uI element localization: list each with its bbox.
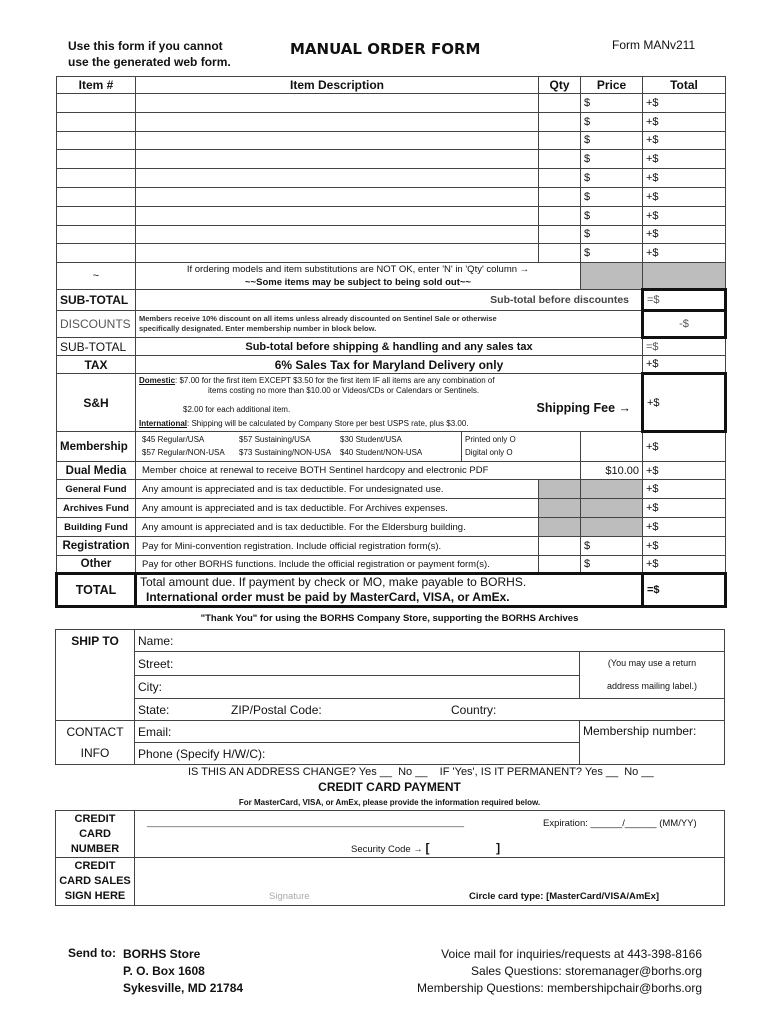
line-item-row <box>57 131 726 150</box>
cc-number-label-2: CARD <box>79 827 111 840</box>
line-item-description[interactable] <box>136 169 539 188</box>
col-price: Price <box>581 77 643 94</box>
archives-fund-qty <box>539 499 581 518</box>
ship-name-row <box>56 630 725 652</box>
grand-total[interactable]: =$ <box>643 574 726 607</box>
line-item-number[interactable] <box>57 94 136 113</box>
line-item-description[interactable] <box>136 131 539 150</box>
sh-line2: items costing no more than $10.00 or Videos/CDs or Calendars or Sentinels. <box>208 386 480 396</box>
membership-opt-6[interactable]: $40 Student/NON-USA <box>340 448 423 458</box>
line-item-description[interactable] <box>136 206 539 225</box>
archives-fund-total[interactable]: +$ <box>643 499 726 518</box>
line-item-description[interactable] <box>136 225 539 244</box>
line-item-qty[interactable] <box>539 150 581 169</box>
line-items <box>57 94 726 263</box>
line-item-price[interactable]: $ <box>581 187 643 206</box>
registration-qty[interactable] <box>539 537 581 556</box>
building-fund-label: Building Fund <box>57 518 136 537</box>
substitution-line1: If ordering models and item substitutions are NOT OK, enter 'N' in 'Qty' column → <box>186 264 530 276</box>
other-row <box>57 556 726 574</box>
ship-city-field[interactable]: City: <box>135 676 580 699</box>
line-item-total[interactable]: +$ <box>643 150 726 169</box>
substitution-line2: ~~Some items may be subject to being sold out~~ <box>245 277 471 289</box>
dual-media-row <box>57 462 726 480</box>
address-line-2: P. O. Box 1608 <box>123 964 205 978</box>
membership-price-cell <box>581 432 643 462</box>
membership-opt-2[interactable]: $57 Sustaining/USA <box>239 435 311 445</box>
cc-sign-cell <box>135 858 725 906</box>
line-item-total[interactable]: +$ <box>643 244 726 263</box>
line-item-description[interactable] <box>136 187 539 206</box>
shipping-fee-label: Shipping Fee → <box>536 401 631 416</box>
substitution-note <box>136 263 581 290</box>
other-total[interactable]: +$ <box>643 556 726 574</box>
cc-title: CREDIT CARD PAYMENT <box>318 780 461 794</box>
header-note <box>68 38 231 70</box>
cc-number-row <box>56 811 725 858</box>
sh-international: International <box>139 419 188 429</box>
line-item-price[interactable]: $ <box>581 244 643 263</box>
contact-label-1: CONTACT <box>56 721 135 743</box>
cc-security-label <box>351 841 500 855</box>
membership-opt-4[interactable]: $57 Regular/NON-USA <box>142 448 225 458</box>
discounts-total[interactable]: -$ <box>643 311 726 338</box>
total-desc <box>136 574 643 607</box>
cc-sign-label-3: SIGN HERE <box>64 890 126 902</box>
col-item: Item # <box>57 77 136 94</box>
membership-options <box>136 432 581 462</box>
cc-number-label-3: NUMBER <box>70 842 120 855</box>
address-line-3: Sykesville, MD 21784 <box>123 981 244 995</box>
line-item-qty[interactable] <box>539 225 581 244</box>
line-item-number[interactable] <box>57 225 136 244</box>
line-item-total[interactable]: +$ <box>643 131 726 150</box>
thank-you-note: "Thank You" for using the BORHS Company Store, supporting the BORHS Archives <box>200 613 579 624</box>
subtotal1-label: SUB-TOTAL <box>57 290 136 311</box>
subtotal1-desc: Sub-total before discountes <box>136 290 643 311</box>
registration-desc: Pay for Mini-convention registration. Include official registration form(s). <box>136 537 539 556</box>
sh-line4: : Shipping will be calculated by Company Store per best USPS rate, plus $3.00. <box>187 419 469 429</box>
dual-media-price: $10.00 <box>581 462 643 480</box>
registration-row <box>57 537 726 556</box>
discounts-label: DISCOUNTS <box>57 311 136 338</box>
building-fund-total[interactable]: +$ <box>643 518 726 537</box>
return-label-note-2: address mailing label.) <box>606 681 698 691</box>
cc-number-cell <box>135 811 725 858</box>
registration-price[interactable]: $ <box>581 537 643 556</box>
ship-name-field[interactable]: Name: <box>135 630 725 652</box>
subtotal2-total[interactable]: =$ <box>643 338 726 356</box>
substitution-total-cell <box>643 263 726 290</box>
ship-street-row <box>56 652 725 676</box>
cc-security-text: Security Code → <box>351 844 423 855</box>
substitution-row <box>57 263 726 290</box>
contact-label-2: INFO <box>56 743 135 765</box>
line-item-row <box>57 206 726 225</box>
ship-street-field[interactable]: Street: <box>135 652 580 676</box>
discounts-row <box>57 311 726 338</box>
subtotal2-desc: Sub-total before shipping & handling and any sales tax <box>136 338 643 356</box>
discounts-note <box>136 311 643 338</box>
dual-media-total[interactable]: +$ <box>643 462 726 480</box>
line-item-price[interactable]: $ <box>581 206 643 225</box>
line-item-description[interactable] <box>136 94 539 113</box>
archives-fund-row <box>57 499 726 518</box>
line-item-qty[interactable] <box>539 131 581 150</box>
discounts-line1: Members receive 10% discount on all items unless already discounted on Sentinel Sale or otherwise <box>139 314 497 324</box>
line-item-total[interactable]: +$ <box>643 94 726 113</box>
membership-label: Membership <box>57 432 136 462</box>
digital-only-option[interactable]: Digital only O <box>465 448 513 458</box>
ship-country-field[interactable]: Country: <box>451 703 497 717</box>
archives-fund-label: Archives Fund <box>57 499 136 518</box>
tax-total[interactable]: +$ <box>643 356 726 374</box>
line-item-price[interactable]: $ <box>581 131 643 150</box>
line-item-row <box>57 244 726 263</box>
contact-lines <box>417 946 702 997</box>
line-item-number[interactable] <box>57 150 136 169</box>
subtotal2-label: SUB-TOTAL <box>57 338 136 356</box>
building-fund-price <box>581 518 643 537</box>
other-desc: Pay for other BORHS functions. Include the official registration or payment form(s). <box>136 556 539 574</box>
subtotal2-row <box>57 338 726 356</box>
line-item-total[interactable]: +$ <box>643 187 726 206</box>
sh-line3: $2.00 for each additional item. <box>183 405 291 415</box>
cc-security-field[interactable]: [ ] <box>425 841 501 855</box>
send-to-label: Send to: <box>68 946 116 960</box>
order-table <box>55 76 727 608</box>
col-total: Total <box>643 77 726 94</box>
dual-media-label: Dual Media <box>57 462 136 480</box>
subtotal1-total[interactable]: =$ <box>643 290 726 311</box>
cc-sign-label-1: CREDIT <box>74 860 116 872</box>
col-desc: Item Description <box>136 77 539 94</box>
header-row <box>57 77 726 94</box>
sh-intl-line <box>139 419 469 428</box>
address-change-question: IS THIS AN ADDRESS CHANGE? Yes __ No __ IF 'Yes', IS IT PERMANENT? Yes __ No __ <box>188 766 654 778</box>
line-item-qty[interactable] <box>539 187 581 206</box>
form-title: MANUAL ORDER FORM <box>290 40 481 58</box>
line-item-qty[interactable] <box>539 169 581 188</box>
line-item-price[interactable]: $ <box>581 169 643 188</box>
voice-mail-line: Voice mail for inquiries/requests at 443-398-8166 <box>441 947 702 961</box>
line-item-number[interactable] <box>57 206 136 225</box>
dual-media-desc: Member choice at renewal to receive BOTH Sentinel hardcopy and electronic PDF <box>136 462 581 480</box>
line-item-description[interactable] <box>136 150 539 169</box>
line-item-price[interactable]: $ <box>581 150 643 169</box>
line-item-row <box>57 94 726 113</box>
line-item-total[interactable]: +$ <box>643 169 726 188</box>
total-line2: International order must be paid by MasterCard, VISA, or AmEx. <box>146 590 510 605</box>
ship-state-row <box>56 699 725 721</box>
line-item-description[interactable] <box>136 244 539 263</box>
line-item-qty[interactable] <box>539 206 581 225</box>
tax-row <box>57 356 726 374</box>
sales-questions-line: Sales Questions: storemanager@borhs.org <box>471 964 702 978</box>
sh-total[interactable]: +$ <box>643 374 726 432</box>
cc-sign-label <box>56 858 135 906</box>
archives-fund-desc: Any amount is appreciated and is tax deductible. For Archives expenses. <box>136 499 539 518</box>
line-item-qty[interactable] <box>539 112 581 131</box>
col-qty: Qty <box>539 77 581 94</box>
mailing-address <box>123 946 243 997</box>
cc-sign-row <box>56 858 725 906</box>
cc-number-field[interactable]: ____________________________________________________________ <box>147 817 465 828</box>
membership-questions-line: Membership Questions: membershipchair@borhs.org <box>417 981 702 995</box>
return-label-note-1: (You may use a return <box>607 658 697 668</box>
membership-opt-1[interactable]: $45 Regular/USA <box>142 435 205 445</box>
sh-label: S&H <box>57 374 136 432</box>
discounts-line2: specifically designated. Enter membership number in block below. <box>139 324 377 334</box>
substitution-price-cell <box>581 263 643 290</box>
sh-row <box>57 374 726 432</box>
cc-sign-label-2: CARD SALES <box>59 875 131 887</box>
line-item-total[interactable]: +$ <box>643 206 726 225</box>
form-id: Form MANv211 <box>612 38 696 52</box>
membership-row <box>57 432 726 462</box>
line-item-total[interactable]: +$ <box>643 112 726 131</box>
cc-number-label <box>56 811 135 858</box>
sh-domestic-line <box>139 376 495 385</box>
substitution-tilde: ~ <box>57 263 136 290</box>
membership-opt-3[interactable]: $30 Student/USA <box>340 435 402 445</box>
membership-format-box <box>461 432 532 461</box>
contact-phone-field[interactable]: Phone (Specify H/W/C): <box>135 743 580 765</box>
tax-desc: 6% Sales Tax for Maryland Delivery only <box>136 356 643 374</box>
ship-state-field[interactable]: State: <box>138 702 170 717</box>
subtotal1-row <box>57 290 726 311</box>
line-item-price[interactable]: $ <box>581 94 643 113</box>
general-fund-row <box>57 480 726 499</box>
signature-field[interactable]: Signature <box>269 891 310 902</box>
header-note-line1: Use this form if you cannot <box>68 39 223 53</box>
ship-state-zip-row <box>135 699 725 721</box>
building-fund-row <box>57 518 726 537</box>
header-note-line2: use the generated web form. <box>68 55 231 69</box>
cc-number-label-1: CREDIT <box>74 812 116 825</box>
return-label-note <box>580 652 725 699</box>
total-line1: Total amount due. If payment by check or MO, make payable to BORHS. <box>140 575 527 590</box>
archives-fund-price <box>581 499 643 518</box>
line-item-price[interactable]: $ <box>581 112 643 131</box>
ship-zip-field[interactable]: ZIP/Postal Code: <box>231 703 322 717</box>
printed-only-option[interactable]: Printed only O <box>465 435 516 445</box>
line-item-number[interactable] <box>57 244 136 263</box>
sh-desc <box>136 374 643 432</box>
registration-label: Registration <box>57 537 136 556</box>
other-qty[interactable] <box>539 556 581 574</box>
contact-email-field[interactable]: Email: <box>135 721 580 743</box>
cc-expiration-field[interactable]: Expiration: ______/______ (MM/YY) <box>543 818 697 829</box>
general-fund-desc: Any amount is appreciated and is tax deductible. For undesignated use. <box>136 480 539 499</box>
membership-opt-5[interactable]: $73 Sustaining/NON-USA <box>239 448 332 458</box>
cc-table <box>55 810 725 906</box>
registration-total[interactable]: +$ <box>643 537 726 556</box>
other-label: Other <box>57 556 136 574</box>
line-item-row <box>57 225 726 244</box>
line-item-number[interactable] <box>57 169 136 188</box>
line-item-qty[interactable] <box>539 94 581 113</box>
total-label: TOTAL <box>57 574 136 607</box>
line-item-row <box>57 187 726 206</box>
sh-line1: : $7.00 for the first item EXCEPT $3.50 for the first item IF all items are any combination of <box>175 376 495 386</box>
line-item-number[interactable] <box>57 187 136 206</box>
line-item-total[interactable]: +$ <box>643 225 726 244</box>
line-item-row <box>57 169 726 188</box>
building-fund-desc: Any amount is appreciated and is tax deductible. For the Eldersburg building. <box>136 518 539 537</box>
building-fund-qty <box>539 518 581 537</box>
other-price[interactable]: $ <box>581 556 643 574</box>
line-item-row <box>57 112 726 131</box>
ship-to-label: SHIP TO <box>56 630 135 721</box>
tax-label: TAX <box>57 356 136 374</box>
ship-contact-table <box>55 629 725 765</box>
card-type-selector[interactable]: Circle card type: [MasterCard/VISA/AmEx] <box>469 891 660 902</box>
sh-domestic: Domestic <box>139 376 176 386</box>
contact-email-row <box>56 721 725 743</box>
general-fund-label: General Fund <box>57 480 136 499</box>
general-fund-total[interactable]: +$ <box>643 480 726 499</box>
cc-subtitle: For MasterCard, VISA, or AmEx, please provide the information required below. <box>238 798 541 807</box>
line-item-price[interactable]: $ <box>581 225 643 244</box>
line-item-number[interactable] <box>57 131 136 150</box>
general-fund-qty <box>539 480 581 499</box>
line-item-description[interactable] <box>136 112 539 131</box>
address-line-1: BORHS Store <box>123 947 201 961</box>
general-fund-price <box>581 480 643 499</box>
membership-total[interactable]: +$ <box>643 432 726 462</box>
line-item-qty[interactable] <box>539 244 581 263</box>
line-item-number[interactable] <box>57 112 136 131</box>
total-row <box>57 574 726 607</box>
membership-number-field[interactable]: Membership number: <box>580 721 725 765</box>
line-item-row <box>57 150 726 169</box>
